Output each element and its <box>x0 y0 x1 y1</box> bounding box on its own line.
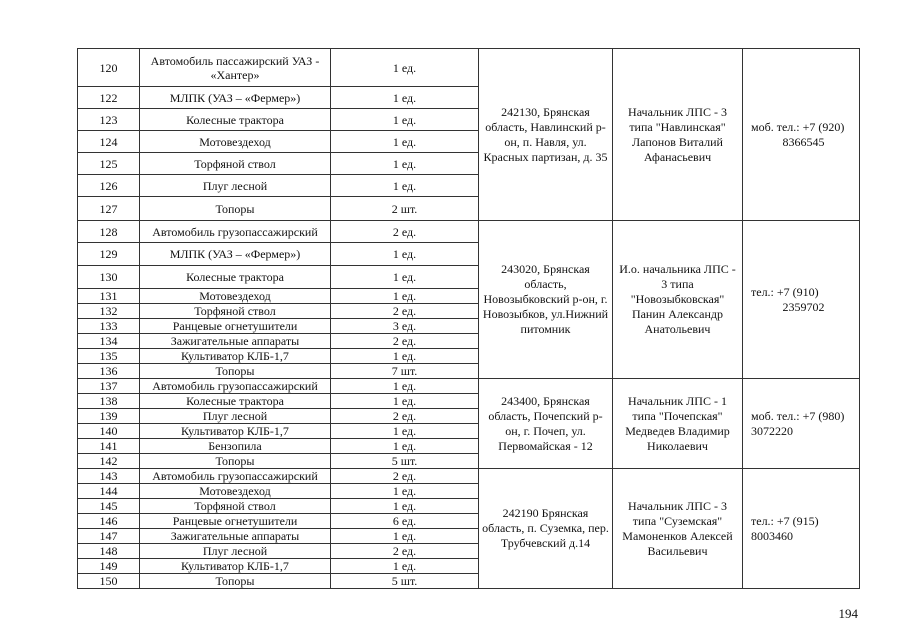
equipment-name: Ранцевые огнетушители <box>140 319 331 334</box>
station-address: 242130, Брянская область, Навлинский р-он, п. Навля, ул. Красных партизан, д. 35 <box>479 49 613 221</box>
phone-label: моб. тел.: +7 (920) <box>751 119 845 134</box>
equipment-name: Автомобиль пассажирский УАЗ - «Хантер» <box>140 49 331 87</box>
row-number: 131 <box>78 289 140 304</box>
equipment-quantity: 5 шт. <box>331 454 479 469</box>
equipment-name: Культиватор КЛБ-1,7 <box>140 349 331 364</box>
row-number: 120 <box>78 49 140 87</box>
equipment-quantity: 6 ед. <box>331 514 479 529</box>
equipment-quantity: 1 ед. <box>331 484 479 499</box>
row-number: 141 <box>78 439 140 454</box>
equipment-name: Топоры <box>140 454 331 469</box>
equipment-name: МЛПК (УАЗ – «Фермер») <box>140 87 331 109</box>
equipment-quantity: 2 ед. <box>331 221 479 243</box>
row-number: 147 <box>78 529 140 544</box>
equipment-quantity: 2 ед. <box>331 304 479 319</box>
equipment-name: Колесные трактора <box>140 394 331 409</box>
equipment-quantity: 7 шт. <box>331 364 479 379</box>
equipment-name: Мотовездеход <box>140 289 331 304</box>
row-number: 149 <box>78 559 140 574</box>
station-head: Начальник ЛПС - 1 типа "Почепская" Медведев Владимир Николаевич <box>613 379 743 469</box>
row-number: 137 <box>78 379 140 394</box>
equipment-quantity: 1 ед. <box>331 289 479 304</box>
equipment-name: Мотовездеход <box>140 131 331 153</box>
equipment-quantity: 1 ед. <box>331 266 479 289</box>
equipment-name: Культиватор КЛБ-1,7 <box>140 559 331 574</box>
row-number: 139 <box>78 409 140 424</box>
row-number: 142 <box>78 454 140 469</box>
equipment-quantity: 2 ед. <box>331 544 479 559</box>
equipment-quantity: 1 ед. <box>331 529 479 544</box>
row-number: 127 <box>78 197 140 221</box>
equipment-name: Топоры <box>140 197 331 221</box>
row-number: 143 <box>78 469 140 484</box>
table-row <box>78 469 860 484</box>
row-number: 148 <box>78 544 140 559</box>
row-number: 130 <box>78 266 140 289</box>
table-row <box>78 379 860 394</box>
station-address: 243020, Брянская область, Новозыбковский р-он, г. Новозыбков, ул.Нижний питомник <box>479 221 613 379</box>
equipment-name: Плуг лесной <box>140 409 331 424</box>
phone-label: тел.: +7 (910) <box>751 284 819 299</box>
row-number: 124 <box>78 131 140 153</box>
equipment-table <box>77 48 860 589</box>
equipment-name: Автомобиль грузопассажирский <box>140 221 331 243</box>
equipment-name: Ранцевые огнетушители <box>140 514 331 529</box>
row-number: 126 <box>78 175 140 197</box>
equipment-quantity: 1 ед. <box>331 153 479 175</box>
row-number: 136 <box>78 364 140 379</box>
equipment-quantity: 5 шт. <box>331 574 479 589</box>
row-number: 146 <box>78 514 140 529</box>
station-head: Начальник ЛПС - 3 типа "Навлинская" Лапонов Виталий Афанасьевич <box>613 49 743 221</box>
station-head: Начальник ЛПС - 3 типа "Суземская" Мамоненков Алексей Васильевич <box>613 469 743 589</box>
equipment-quantity: 1 ед. <box>331 424 479 439</box>
equipment-quantity: 1 ед. <box>331 243 479 266</box>
row-number: 132 <box>78 304 140 319</box>
equipment-name: Бензопила <box>140 439 331 454</box>
equipment-name: Колесные трактора <box>140 266 331 289</box>
equipment-quantity: 1 ед. <box>331 349 479 364</box>
table-row <box>78 221 860 243</box>
row-number: 140 <box>78 424 140 439</box>
equipment-quantity: 1 ед. <box>331 499 479 514</box>
page-number: 194 <box>838 606 858 621</box>
equipment-quantity: 1 ед. <box>331 109 479 131</box>
station-address: 242190 Брянская область, п. Суземка, пер. Трубчевский д.14 <box>479 469 613 589</box>
equipment-name: Культиватор КЛБ-1,7 <box>140 424 331 439</box>
row-number: 125 <box>78 153 140 175</box>
station-phone <box>743 469 860 589</box>
equipment-name: Плуг лесной <box>140 175 331 197</box>
row-number: 150 <box>78 574 140 589</box>
equipment-quantity: 1 ед. <box>331 394 479 409</box>
table-row <box>78 49 860 87</box>
equipment-quantity: 2 ед. <box>331 469 479 484</box>
row-number: 138 <box>78 394 140 409</box>
equipment-name: Колесные трактора <box>140 109 331 131</box>
phone-number: 3072220 <box>751 423 793 438</box>
station-head: И.о. начальника ЛПС - 3 типа "Новозыбковская" Панин Александр Анатольевич <box>613 221 743 379</box>
row-number: 135 <box>78 349 140 364</box>
row-number: 133 <box>78 319 140 334</box>
station-address: 243400, Брянская область, Почепский р-он, г. Почеп, ул. Первомайская - 12 <box>479 379 613 469</box>
row-number: 144 <box>78 484 140 499</box>
equipment-quantity: 1 ед. <box>331 87 479 109</box>
equipment-name: Автомобиль грузопассажирский <box>140 379 331 394</box>
phone-number: 8366545 <box>782 134 825 149</box>
equipment-name: Плуг лесной <box>140 544 331 559</box>
equipment-name: Торфяной ствол <box>140 499 331 514</box>
equipment-name: Торфяной ствол <box>140 304 331 319</box>
phone-number: 8003460 <box>751 528 793 543</box>
row-number: 145 <box>78 499 140 514</box>
equipment-quantity: 3 ед. <box>331 319 479 334</box>
equipment-name: Зажигательные аппараты <box>140 334 331 349</box>
equipment-quantity: 2 ед. <box>331 409 479 424</box>
equipment-quantity: 1 ед. <box>331 439 479 454</box>
equipment-name: Торфяной ствол <box>140 153 331 175</box>
row-number: 128 <box>78 221 140 243</box>
phone-number: 2359702 <box>782 299 825 314</box>
row-number: 123 <box>78 109 140 131</box>
station-phone <box>743 221 860 379</box>
equipment-name: Мотовездеход <box>140 484 331 499</box>
station-phone <box>743 49 860 221</box>
equipment-name: Топоры <box>140 364 331 379</box>
phone-label: тел.: +7 (915) <box>751 513 819 528</box>
equipment-quantity: 1 ед. <box>331 559 479 574</box>
equipment-name: Топоры <box>140 574 331 589</box>
row-number: 122 <box>78 87 140 109</box>
equipment-quantity: 1 ед. <box>331 131 479 153</box>
equipment-quantity: 1 ед. <box>331 49 479 87</box>
station-phone <box>743 379 860 469</box>
equipment-name: Зажигательные аппараты <box>140 529 331 544</box>
equipment-quantity: 1 ед. <box>331 379 479 394</box>
phone-label: моб. тел.: +7 (980) <box>751 408 845 423</box>
equipment-name: МЛПК (УАЗ – «Фермер») <box>140 243 331 266</box>
row-number: 134 <box>78 334 140 349</box>
equipment-quantity: 1 ед. <box>331 175 479 197</box>
row-number: 129 <box>78 243 140 266</box>
equipment-quantity: 2 шт. <box>331 197 479 221</box>
equipment-quantity: 2 ед. <box>331 334 479 349</box>
equipment-name: Автомобиль грузопассажирский <box>140 469 331 484</box>
